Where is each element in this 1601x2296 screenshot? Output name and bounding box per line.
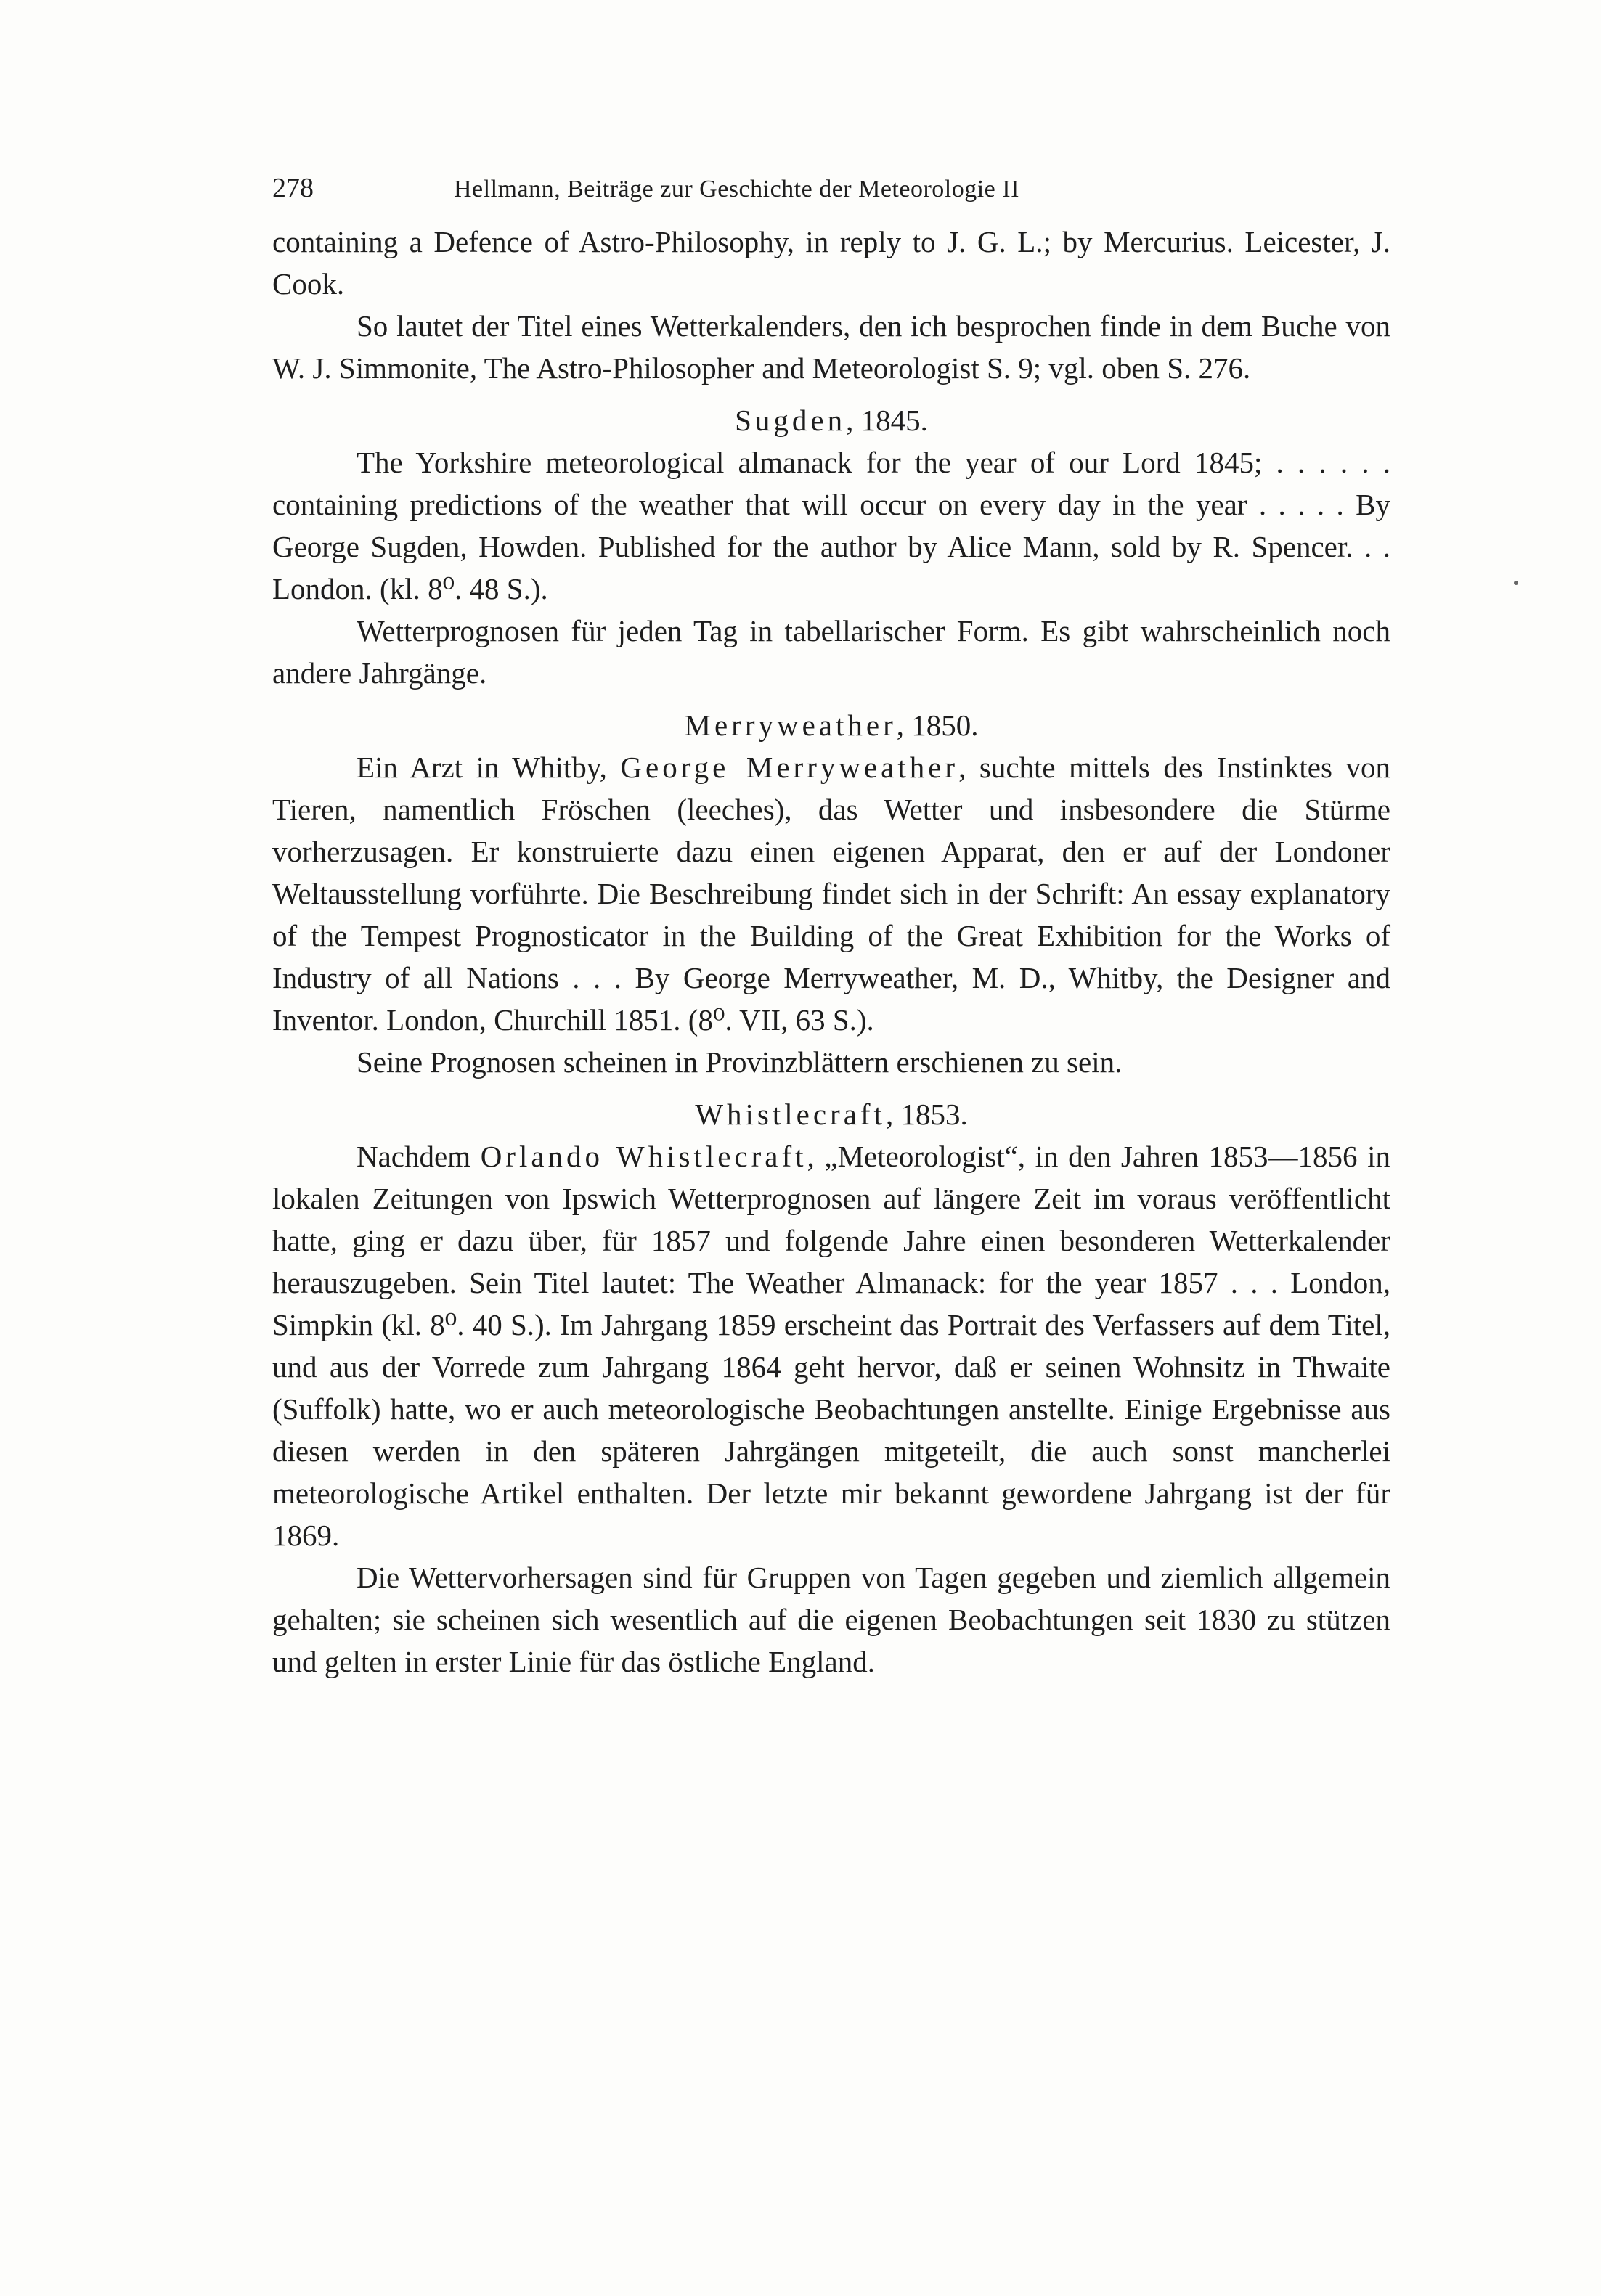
page-number: 278 (272, 173, 314, 203)
person-name: Orlando Whistlecraft (480, 1140, 807, 1173)
heading-year: , 1845. (846, 404, 928, 437)
paragraph-sugden-title: The Yorkshire meteorological almanack for the year of our Lord 1845; . . . . . . containing predictions of the weather that will occur on every day in the year . . . . . By George Sugden, Howden. Published for the author by Alice Mann, sold by R. Spencer. . . London. (kl. 8⁰. 48 S.). (272, 446, 1390, 605)
heading-year: , 1853. (885, 1098, 968, 1131)
heading-name: Sugden (735, 404, 847, 437)
running-head (272, 167, 1390, 209)
paragraph-merryweather (272, 746, 1390, 1041)
heading-year: , 1850. (896, 708, 979, 742)
text-run: , suchte mittels des Instinktes von Tieren, namentlich Fröschen (leeches), das Wetter und insbesondere die Stürme vorherzusagen. Er konstruierte dazu einen eigenen Apparat, den er auf der Londoner Weltausstellung vorführte. Die Beschreibung findet sich in der Schrift: An essay explanatory of the Tempest Prognosticator in the Building of the Great Exhibition for the Works of Industry of all Nations . . . By George Merryweather, M. D., Whitby, the Designer and Inventor. London, Churchill 1851. (8⁰. VII, 63 S.). (272, 751, 1390, 1037)
text-run: Ein Arzt in Whitby, (357, 751, 621, 784)
heading-name: Whistlecraft (695, 1098, 886, 1131)
section-heading-sugden (272, 399, 1390, 441)
heading-name: Merryweather (684, 708, 897, 742)
text-run: , „Meteorologist“, in den Jahren 1853—1856 in lokalen Zeitungen von Ipswich Wetterprognosen auf längere Zeit im voraus veröffentlicht hatte, ging er dazu über, für 1857 und folgende Jahre einen besonderen Wetterkalender herauszugeben. Sein Titel lautet: The Weather Almanack: for the year 1857 . . . London, Simpkin (kl. 8⁰. 40 S.). Im Jahrgang 1859 erscheint das Portrait des Verfassers auf dem Titel, und aus der Vorrede zum Jahrgang 1864 geht hervor, daß er seinen Wohnsitz in Thwaite (Suffolk) hatte, wo er auch meteorologische Beobachtungen anstellte. Einige Ergebnisse aus diesen werden in den späteren Jahrgängen mitgeteilt, die auch sonst mancherlei meteorologische Artikel enthalten. Der letzte mir bekannt gewordene Jahrgang ist der für 1869. (272, 1140, 1391, 1552)
paragraph-merryweather-note: Seine Prognosen scheinen in Provinzblättern erschienen zu sein. (357, 1045, 1123, 1079)
scan-speck (1514, 581, 1518, 585)
person-name: George Merryweather (620, 751, 959, 784)
text-column (272, 167, 1390, 1683)
paragraph-simmonite: So lautet der Titel eines Wetterkalenders, den ich besprochen finde in dem Buche von W. J. Simmonite, The Astro-Philosopher and Meteorologist S. 9; vgl. oben S. 276. (272, 309, 1390, 385)
paragraph-whistlecraft-forecasts: Die Wettervorhersagen sind für Gruppen von Tagen gegeben und ziemlich allgemein gehalten; sie scheinen sich wesentlich auf die eigenen Beobachtungen seit 1830 zu stützen und gelten in erster Linie für das östliche England. (272, 1561, 1390, 1678)
text-run: Nachdem (357, 1140, 481, 1173)
section-heading-whistlecraft (272, 1093, 1390, 1135)
paragraph-whistlecraft (272, 1135, 1390, 1556)
section-heading-merryweather (272, 704, 1390, 746)
paragraph-sugden-note: Wetterprognosen für jeden Tag in tabellarischer Form. Es gibt wahrscheinlich noch andere Jahrgänge. (272, 614, 1390, 690)
running-title: Hellmann, Beiträge zur Geschichte der Meteorologie II (454, 176, 1019, 203)
paragraph-continuation: containing a Defence of Astro-Philosophy, in reply to J. G. L.; by Mercurius. Leicester, J. Cook. (272, 225, 1390, 301)
